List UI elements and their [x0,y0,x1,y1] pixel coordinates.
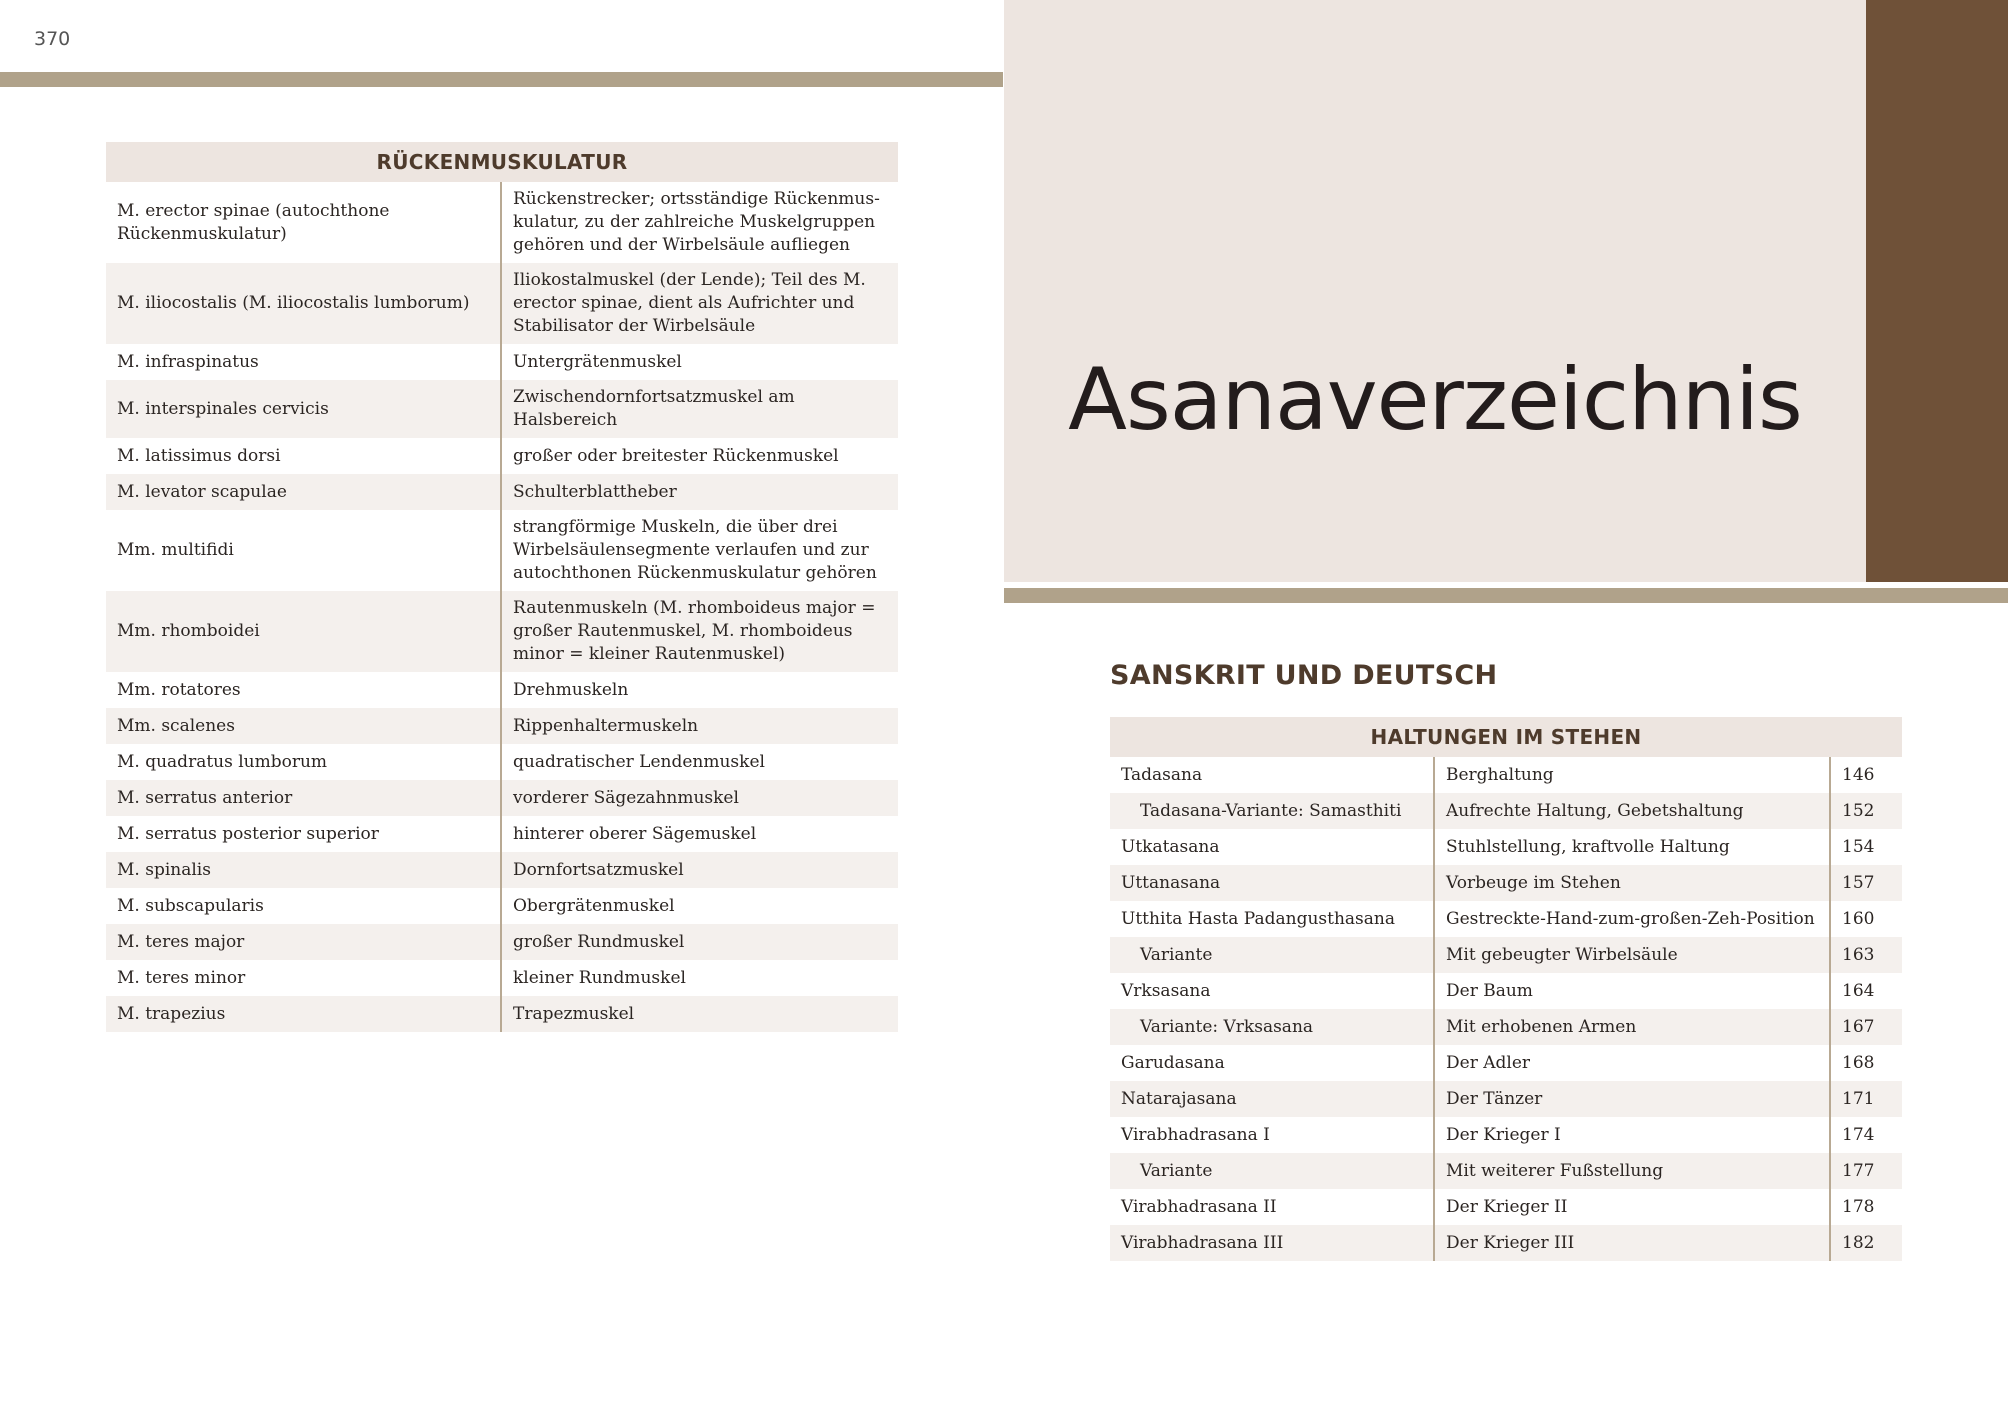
asana-page-number: 168 [1842,1052,1875,1073]
muscle-latin-name: M. interspinales cervicis [106,380,501,438]
table-row [1110,1225,1902,1261]
table-row [106,591,898,672]
muscle-latin-name: M. serratus anterior [106,780,501,816]
asana-page-number: 157 [1830,865,1902,901]
muscle-german-name: Schulterblattheber [501,474,898,510]
muscle-german-name: kleiner Rundmuskel [513,967,686,988]
table-row [106,888,898,924]
muscle-german-name: großer oder breitester Rückenmuskel [513,445,839,466]
asana-sanskrit-name: Utthita Hasta Padangusthasana [1110,901,1434,937]
asana-german-name: Mit erhobenen Armen [1434,1009,1830,1045]
muscle-german-name: Rautenmuskeln (M. rhomboideus major = großer Rautenmuskel, M. rhomboideus minor = kleiner Rautenmuskel) [501,591,898,672]
table-row [1110,829,1902,865]
asana-sanskrit-name: Virabhadrasana II [1110,1189,1434,1225]
asana-sanskrit-name: Virabhadrasana III [1110,1225,1434,1261]
table-row [1110,865,1902,901]
table-row [1110,1153,1902,1189]
asana-german-name: Der Krieger I [1434,1117,1830,1153]
muscle-table-header: RÜCKENMUSKULATUR [106,142,898,182]
asana-german-name: Mit gebeugter Wirbelsäule [1434,937,1830,973]
left-accent-bar [0,72,1003,87]
muscle-latin-name: M. levator scapulae [106,474,501,510]
asana-sanskrit-name: Vrksasana [1110,973,1434,1009]
table-row [1110,1045,1902,1081]
asana-page-number: 160 [1842,908,1875,929]
asana-table-header: HALTUNGEN IM STEHEN [1110,717,1902,757]
asana-sanskrit-name: Natarajasana [1110,1081,1434,1117]
asana-german-name: Der Tänzer [1434,1081,1830,1117]
muscle-german-name: großer Rundmuskel [501,924,898,960]
muscle-latin-name: M. iliocostalis (M. iliocostalis lumborum) [106,263,501,344]
muscle-latin-name: Mm. scalenes [106,708,501,744]
table-row [106,380,898,438]
asana-page-number: 167 [1830,1009,1902,1045]
asana-table-header-row [1110,717,1902,757]
asana-table [1110,717,1902,1261]
muscle-latin-name: M. subscapularis [106,888,501,924]
asana-german-name: Berghaltung [1434,757,1830,793]
asana-german-name: Mit weiterer Fußstellung [1434,1153,1830,1189]
muscle-table-header-row [106,142,898,182]
asana-sanskrit-name: Utkatasana [1110,829,1434,865]
muscle-latin-name: Mm. multifidi [106,510,501,591]
table-row [106,744,898,780]
muscle-latin-name: M. spinalis [106,852,501,888]
table-row [1110,901,1902,937]
muscle-german-name: Rippenhaltermuskeln [501,708,898,744]
asana-page-number: 182 [1830,1225,1902,1261]
muscle-german-name: Dornfortsatzmuskel [501,852,898,888]
asana-german-name: Stuhlstellung, kraftvolle Haltung [1434,829,1830,865]
asana-sanskrit-name: Tadasana [1110,757,1434,793]
table-row [106,852,898,888]
muscle-german-name: strangförmige Muskeln, die über drei Wirbelsäulensegmente verlaufen und zur autochthonen Rückenmuskulatur gehören [513,517,877,583]
muscle-german-name: Rückenstrecker; ortsständige Rückenmuskulatur, zu der zahlreiche Muskelgruppen gehören und der Wirbelsäule aufliegen [513,189,880,255]
muscle-latin-name: M. erector spinae (autochthone Rückenmuskulatur) [106,182,501,263]
chapter-title-panel [1004,0,2008,582]
muscle-german-name: Trapezmuskel [501,996,898,1032]
muscle-german-name: Untergrätenmuskel [513,351,682,372]
table-row [106,960,898,996]
table-row [1110,937,1902,973]
muscle-table [106,142,898,1032]
table-row [1110,973,1902,1009]
asana-german-name: Der Krieger II [1434,1189,1830,1225]
asana-sanskrit-name: Uttanasana [1110,865,1434,901]
section-heading: SANSKRIT UND DEUTSCH [1110,660,1498,691]
muscle-german-name: quadratischer Lendenmuskel [513,751,765,772]
muscle-latin-name: M. quadratus lumborum [106,744,501,780]
page-number: 370 [34,28,71,50]
muscle-german-name: Drehmuskeln [513,679,629,700]
table-row [106,510,898,591]
table-row [106,344,898,380]
chapter-color-block [1866,0,2008,582]
table-row [106,780,898,816]
table-row [1110,1009,1902,1045]
table-row [106,474,898,510]
table-row [1110,1189,1902,1225]
table-row [1110,757,1902,793]
table-row [106,438,898,474]
muscle-latin-name: M. teres major [106,924,501,960]
asana-page-number: 174 [1842,1124,1875,1145]
asana-sanskrit-name: Variante: Vrksasana [1110,1009,1434,1045]
asana-german-name: Aufrechte Haltung, Gebetshaltung [1434,793,1830,829]
table-row [106,996,898,1032]
muscle-german-name: Zwischendornfortsatzmuskel am Halsbereich [501,380,898,438]
muscle-german-name: vorderer Sägezahnmuskel [501,780,898,816]
asana-sanskrit-name: Tadasana-Variante: Samasthiti [1110,793,1434,829]
muscle-latin-name: Mm. rhomboidei [106,591,501,672]
muscle-german-name: hinterer oberer Sägemuskel [513,823,757,844]
muscle-latin-name: M. teres minor [106,960,501,996]
table-row [1110,1117,1902,1153]
asana-german-name: Gestreckte-Hand-zum-großen-Zeh-Position [1434,901,1830,937]
right-accent-bar [1004,588,2008,603]
table-row [106,708,898,744]
asana-sanskrit-name: Variante [1110,1153,1434,1189]
asana-german-name: Der Adler [1434,1045,1830,1081]
muscle-german-name: Obergrätenmuskel [513,895,675,916]
asana-page-number: 146 [1842,764,1875,785]
table-row [106,816,898,852]
table-row [106,672,898,708]
muscle-latin-name: M. infraspinatus [106,344,501,380]
muscle-latin-name: M. serratus posterior superior [106,816,501,852]
asana-german-name: Der Baum [1434,973,1830,1009]
asana-page-number: 152 [1830,793,1902,829]
table-row [106,182,898,263]
asana-german-name: Vorbeuge im Stehen [1434,865,1830,901]
asana-page-number: 163 [1830,937,1902,973]
muscle-latin-name: Mm. rotatores [106,672,501,708]
table-row [106,924,898,960]
asana-page-number: 154 [1842,836,1875,857]
asana-page-number: 164 [1842,980,1875,1001]
table-row [106,263,898,344]
asana-sanskrit-name: Virabhadrasana I [1110,1117,1434,1153]
muscle-latin-name: M. trapezius [106,996,501,1032]
table-row [1110,793,1902,829]
table-row [1110,1081,1902,1117]
muscle-latin-name: M. latissimus dorsi [106,438,501,474]
muscle-german-name: Iliokostalmuskel (der Lende); Teil des M. erector spinae, dient als Aufrichter und Stabilisator der Wirbelsäule [501,263,898,344]
asana-page-number: 171 [1830,1081,1902,1117]
asana-german-name: Der Krieger III [1434,1225,1830,1261]
asana-page-number: 177 [1830,1153,1902,1189]
chapter-title: Asanaverzeichnis [1068,350,1802,450]
asana-sanskrit-name: Variante [1110,937,1434,973]
asana-page-number: 178 [1842,1196,1875,1217]
asana-sanskrit-name: Garudasana [1110,1045,1434,1081]
